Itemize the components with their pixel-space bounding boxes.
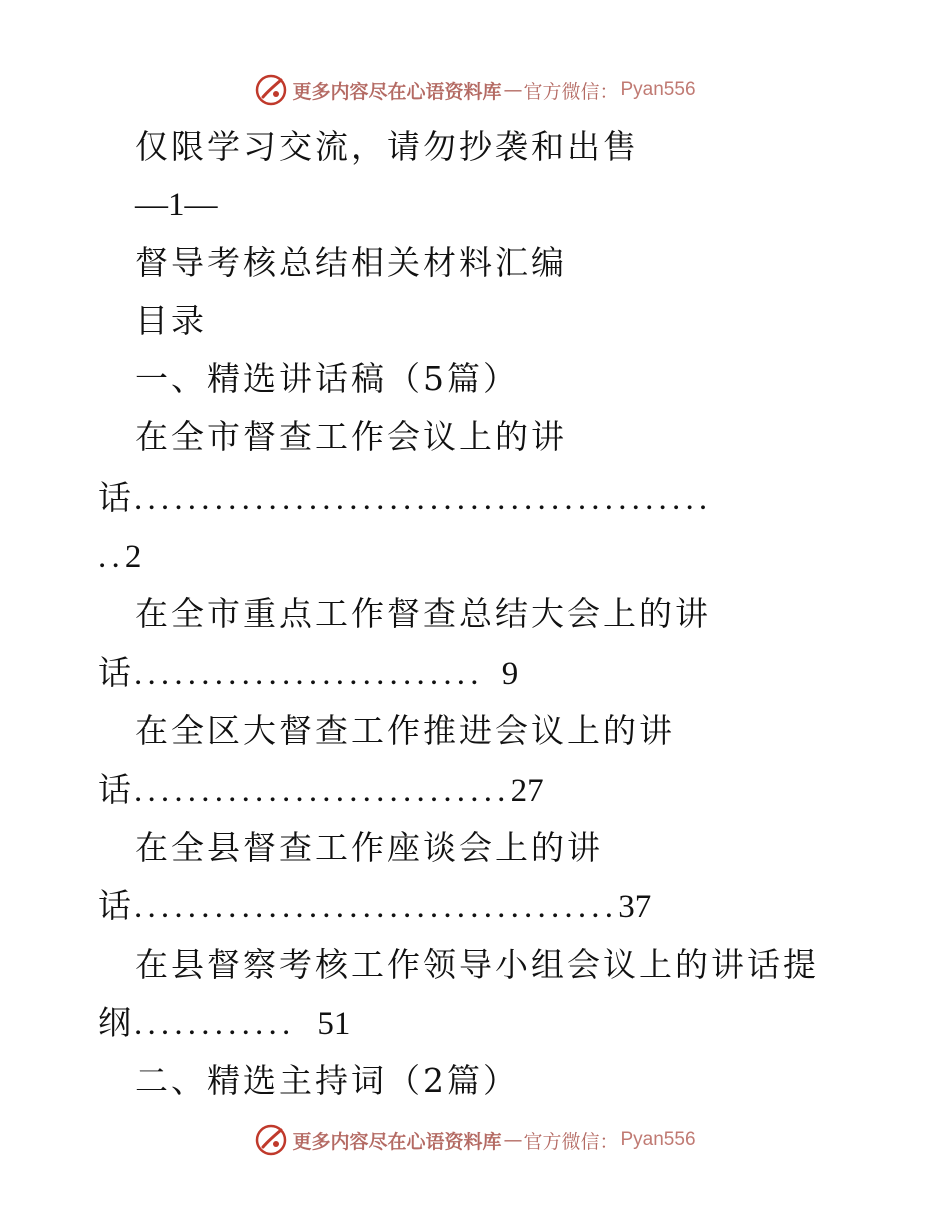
watermark-dash: —: [503, 79, 522, 101]
toc-leader-dots: ....................................: [134, 889, 619, 925]
watermark-wechat-id: Pyan556: [620, 1129, 696, 1150]
watermark-footer: [0, 1122, 950, 1158]
toc-entry-page-line[interactable]: [98, 536, 141, 576]
toc-leader-dots: ............................: [134, 773, 511, 809]
watermark-wechat-label: 官方微信：: [523, 80, 619, 103]
toc-heading: 目录: [135, 301, 207, 340]
toc-entry-cont-char: 话: [98, 886, 134, 925]
toc-entry-cont-char: 话: [98, 478, 134, 517]
toc-page-number: 37: [618, 889, 652, 925]
toc-entry-title[interactable]: 在全市督查工作会议上的讲: [135, 417, 567, 456]
section-heading-speeches: 一、精选讲话稿（5篇）: [135, 359, 519, 398]
document-title: 督导考核总结相关材料汇编: [135, 243, 567, 282]
toc-entry-cont-char: 话: [98, 770, 134, 809]
toc-entry-title[interactable]: 在全县督查工作座谈会上的讲: [135, 828, 603, 867]
toc-entry-continuation[interactable]: [98, 478, 712, 518]
toc-entry-continuation[interactable]: [98, 653, 518, 693]
toc-leader-dots: ..: [98, 539, 125, 575]
toc-entry-title[interactable]: 在全市重点工作督查总结大会上的讲: [135, 594, 711, 633]
toc-entry-title[interactable]: 在全区大督查工作推进会议上的讲: [135, 711, 675, 750]
watermark-header: [0, 72, 950, 108]
brush-logo-icon: [254, 73, 288, 107]
toc-entry-continuation[interactable]: [98, 886, 651, 926]
watermark-wechat-label: 官方微信：: [523, 1130, 619, 1153]
toc-entry-cont-char: 话: [98, 653, 134, 692]
watermark-wechat-id: Pyan556: [620, 79, 696, 100]
toc-leader-dots: ............: [134, 1006, 296, 1042]
toc-page-number: 9: [501, 656, 519, 692]
page-marker: —1—: [135, 187, 218, 223]
watermark-text: 更多内容尽在心语资料库: [292, 80, 502, 103]
toc-entry-continuation[interactable]: [98, 770, 544, 810]
toc-leader-dots: ...........................................: [134, 481, 713, 517]
toc-page-number: 27: [510, 773, 544, 809]
section-heading-host-scripts: 二、精选主持词（2篇）: [135, 1061, 519, 1100]
brush-logo-icon: [254, 1123, 288, 1157]
watermark-text: 更多内容尽在心语资料库: [292, 1130, 502, 1153]
toc-entry-cont-char: 纲: [98, 1003, 134, 1042]
toc-entry-title[interactable]: 在县督察考核工作领导小组会议上的讲话提: [135, 945, 819, 984]
toc-leader-dots: ..........................: [134, 656, 484, 692]
toc-entry-continuation[interactable]: [98, 1003, 350, 1043]
toc-page-number: 2: [124, 539, 142, 575]
watermark-dash: —: [503, 1129, 522, 1151]
toc-page-number: 51: [317, 1006, 351, 1042]
notice-line: 仅限学习交流，请勿抄袭和出售: [135, 127, 639, 166]
